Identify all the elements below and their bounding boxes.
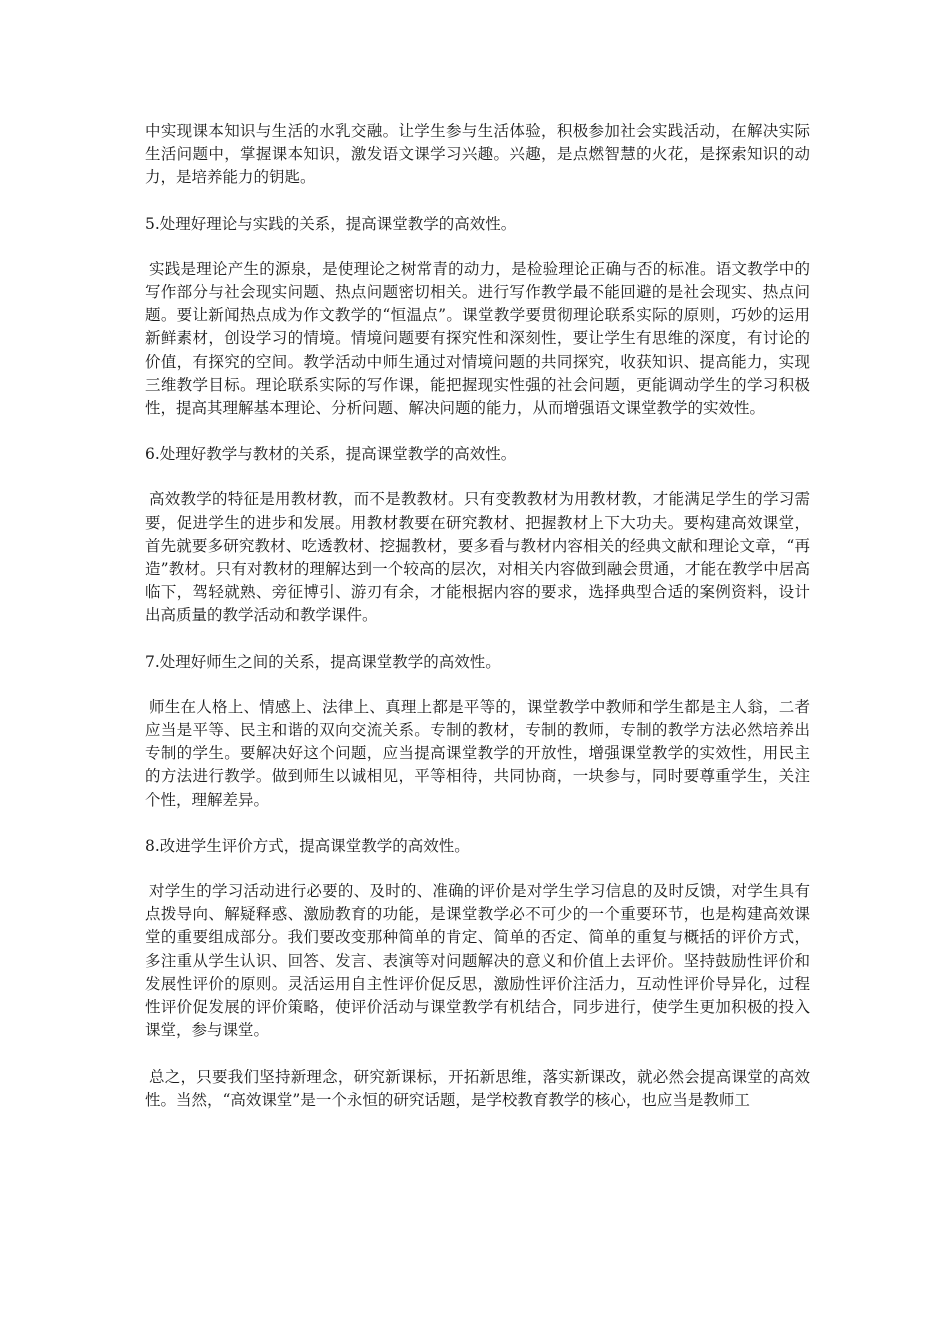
section-heading-7: 7.处理好师生之间的关系，提高课堂教学的高效性。 [145, 652, 501, 671]
paragraph-section-6: 高效教学的特征是用教材教，而不是教教材。只有变教教材为用教材教，才能满足学生的学习需要，促进学生的进步和发展。用教材教要在研究教材、把握教材上下大功夫。要构建高效课堂，首先就要多研究教材、吃透教材、挖掘教材，要多看与教材内容相关的经典文献和理论文章，“再造”教材。只有对教材的理解达到一个较高的层次，对相关内容做到融会贯通，才能在教学中居高临下，驾轻就熟、旁征博引、游刃有余，才能根据内容的要求，选择典型合适的案例资料，设计出高质量的教学活动和教学课件。 [145, 490, 810, 625]
section-heading-5: 5.处理好理论与实践的关系，提高课堂教学的高效性。 [145, 214, 517, 233]
paragraph-conclusion: 总之，只要我们坚持新理念，研究新课标，开拓新思维，落实新课改，就必然会提高课堂的高效性。当然，“高效课堂”是一个永恒的研究话题，是学校教育教学的核心，也应当是教师工 [145, 1067, 810, 1109]
paragraph-section-7: 师生在人格上、情感上、法律上、真理上都是平等的，课堂教学中教师和学生都是主人翁，二者应当是平等、民主和谐的双向交流关系。专制的教材，专制的教师，专制的教学方法必然培养出专制的学生。要解决好这个问题，应当提高课堂教学的开放性，增强课堂教学的实效性，用民主的方法进行教学。做到师生以诚相见，平等相待，共同协商，一块参与，同时要尊重学生，关注个性，理解差异。 [145, 697, 810, 809]
section-heading-8: 8.改进学生评价方式，提高课堂教学的高效性。 [145, 836, 470, 855]
paragraph-intro-continuation: 中实现课本知识与生活的水乳交融。让学生参与生活体验，积极参加社会实践活动，在解决实际生活问题中，掌握课本知识，激发语文课学习兴趣。兴趣，是点燃智慧的火花，是探索知识的动力，是培养能力的钥匙。 [145, 122, 810, 187]
document-page [145, 120, 810, 1135]
section-heading-6: 6.处理好教学与教材的关系，提高课堂教学的高效性。 [145, 445, 517, 464]
paragraph-section-8: 对学生的学习活动进行必要的、及时的、准确的评价是对学生学习信息的及时反馈，对学生具有点拨导向、解疑释惑、激励教育的功能，是课堂教学必不可少的一个重要环节，也是构建高效课堂的重要组成部分。我们要改变那种简单的肯定、简单的否定、简单的重复与概括的评价方式，多注重从学生认识、回答、发言、表演等对问题解决的意义和价值上去评价。坚持鼓励性评价和发展性评价的原则。灵活运用自主性评价促反思，激励性评价注活力，互动性评价导异化，过程性评价促发展的评价策略，使评价活动与课堂教学有机结合，同步进行，使学生更加积极的投入课堂，参与课堂。 [145, 882, 810, 1040]
paragraph-section-5: 实践是理论产生的源泉，是使理论之树常青的动力，是检验理论正确与否的标准。语文教学中的写作部分与社会现实问题、热点问题密切相关。进行写作教学最不能回避的是社会现实、热点问题。要让新闻热点成为作文教学的“恒温点”。课堂教学要贯彻理论联系实际的原则，巧妙的运用新鲜素材，创设学习的情境。情境问题要有探究性和深刻性，要让学生有思维的深度，有讨论的价值，有探究的空间。教学活动中师生通过对情境问题的共同探究，收获知识、提高能力，实现三维教学目标。理论联系实际的写作课，能把握现实性强的社会问题，更能调动学生的学习积极性，提高其理解基本理论、分析问题、解决问题的能力，从而增强语文课堂教学的实效性。 [145, 259, 810, 418]
